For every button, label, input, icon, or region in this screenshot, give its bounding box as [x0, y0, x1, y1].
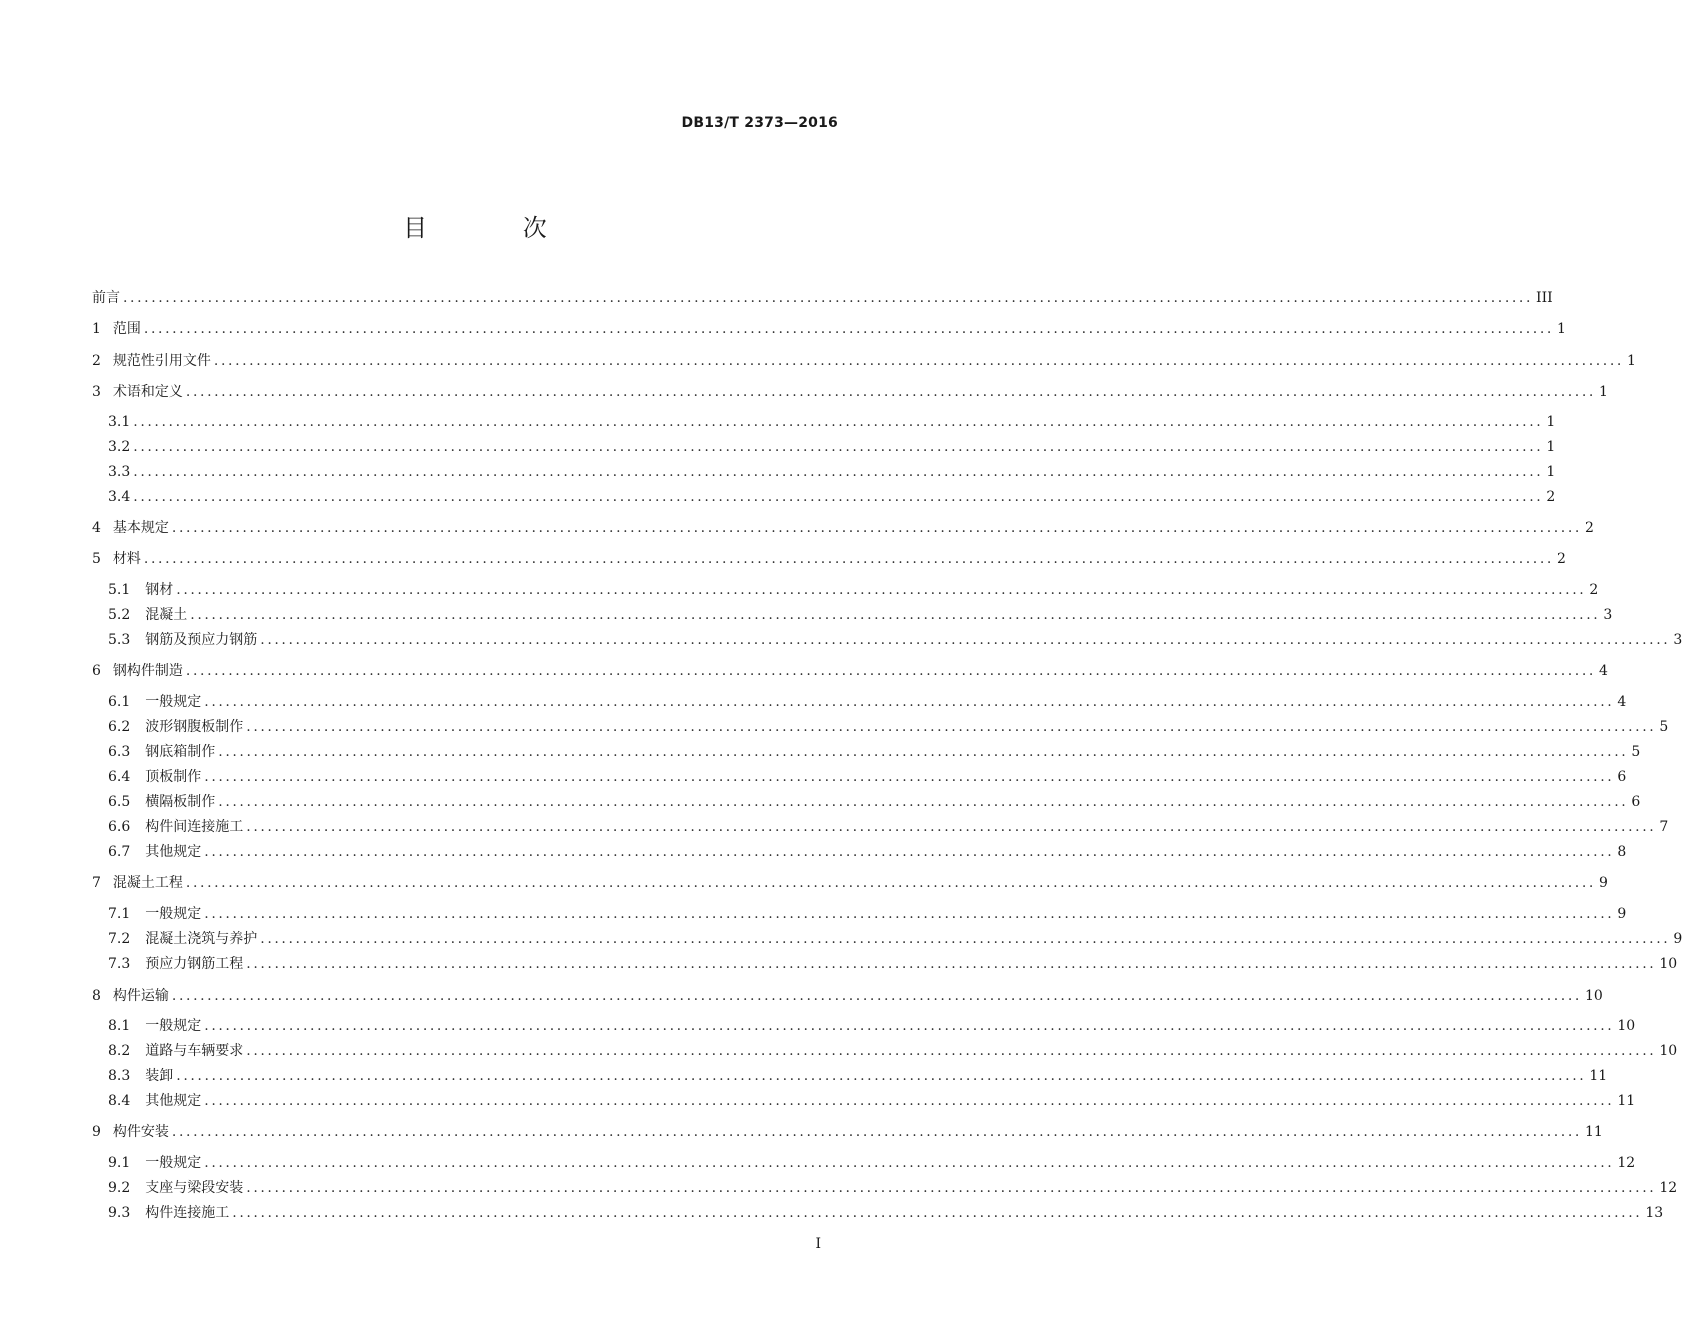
dot-leader: ........................................................................................................................................................................................................ — [246, 719, 1657, 735]
dot-leader: ........................................................................................................................................................................................................ — [123, 290, 1534, 306]
toc-entry-title: 构件连接施工 — [145, 1205, 230, 1221]
toc-entry-title: 构件间连接施工 — [145, 819, 244, 835]
dot-leader: ........................................................................................................................................................................................................ — [133, 464, 1544, 480]
dot-leader: ........................................................................................................................................................................................................ — [246, 1180, 1657, 1196]
toc-entry-title: 其他规定 — [145, 1093, 202, 1109]
toc-entry-page: 9 — [1673, 931, 1682, 947]
dot-leader: ........................................................................................................................................................................................................ — [133, 414, 1544, 430]
toc-entry-page: 10 — [1659, 956, 1678, 972]
toc-entry-title: 道路与车辆要求 — [145, 1043, 244, 1059]
toc-entry-title: 装卸 — [145, 1068, 174, 1084]
dot-leader: ........................................................................................................................................................................................................ — [171, 1124, 1582, 1140]
toc-entry-page: 11 — [1584, 1124, 1603, 1140]
toc-entry-page: 11 — [1589, 1068, 1608, 1084]
dot-leader: ........................................................................................................................................................................................................ — [218, 744, 1629, 760]
toc-entry-number: 7 — [92, 875, 101, 891]
toc-entry-number: 6.1 — [108, 694, 131, 710]
toc-entry-title: 钢构件制造 — [112, 663, 183, 679]
toc-entry-number: 4 — [92, 520, 101, 536]
toc-entry-title: 顶板制作 — [145, 769, 202, 785]
toc-entry-number: 3.1 — [108, 414, 131, 430]
dot-leader: ........................................................................................................................................................................................................ — [213, 353, 1624, 369]
toc-entry-title: 混凝土浇筑与养护 — [145, 931, 258, 947]
toc-entry-page: 1 — [1546, 439, 1556, 455]
toc-entry[interactable] — [108, 716, 1669, 738]
toc-entry-page: 5 — [1631, 744, 1641, 760]
toc-entry-page: III — [1536, 290, 1553, 306]
document-code: DB13/T 2373—2016 — [681, 115, 838, 131]
toc-entry-title: 一般规定 — [145, 1018, 202, 1034]
toc-entry-number: 6.3 — [108, 744, 131, 760]
toc-entry-page: 10 — [1617, 1018, 1636, 1034]
dot-leader: ........................................................................................................................................................................................................ — [246, 819, 1657, 835]
toc-entry-title: 波形钢腹板制作 — [145, 719, 244, 735]
toc-entry-number: 5 — [92, 551, 101, 567]
toc-entry-number: 8.1 — [108, 1018, 131, 1034]
toc-entry[interactable] — [92, 1121, 1603, 1143]
toc-entry-number: 6 — [92, 663, 101, 679]
toc-entry[interactable] — [92, 517, 1594, 539]
dot-leader: ........................................................................................................................................................................................................ — [171, 520, 1582, 536]
toc-entry-title: 一般规定 — [145, 694, 202, 710]
toc-entry[interactable] — [108, 436, 1556, 458]
toc-entry[interactable] — [108, 604, 1613, 626]
dot-leader: ........................................................................................................................................................................................................ — [260, 931, 1671, 947]
toc-entry-number: 5.3 — [108, 632, 131, 648]
toc-entry-title: 横隔板制作 — [145, 794, 216, 810]
toc-entry-number: 6.5 — [108, 794, 131, 810]
toc-entry-title: 钢底箱制作 — [145, 744, 216, 760]
toc-entry-number: 9.3 — [108, 1205, 131, 1221]
toc-entry[interactable] — [108, 841, 1627, 863]
toc-entry-number: 5.2 — [108, 607, 131, 623]
toc-entry-page: 1 — [1546, 464, 1556, 480]
toc-entry-number: 3 — [92, 384, 101, 400]
toc-entry[interactable] — [108, 1015, 1636, 1037]
toc-entry-title: 规范性引用文件 — [112, 353, 211, 369]
dot-leader: ........................................................................................................................................................................................................ — [171, 988, 1582, 1004]
toc-entry-title: 支座与梁段安装 — [145, 1180, 244, 1196]
toc-entry[interactable] — [108, 1177, 1678, 1199]
toc-entry[interactable] — [108, 461, 1556, 483]
toc-entry-number: 6.7 — [108, 844, 131, 860]
toc-entry[interactable] — [108, 1065, 1608, 1087]
toc-entry-number: 7.1 — [108, 906, 131, 922]
dot-leader: ........................................................................................................................................................................................................ — [204, 1155, 1615, 1171]
toc-entry-number: 3.2 — [108, 439, 131, 455]
toc-entry-page: 8 — [1617, 844, 1627, 860]
toc-entry-title: 一般规定 — [145, 1155, 202, 1171]
dot-leader: ........................................................................................................................................................................................................ — [185, 384, 1596, 400]
toc-entry[interactable] — [108, 816, 1669, 838]
dot-leader: ........................................................................................................................................................................................................ — [176, 1068, 1587, 1084]
dot-leader: ........................................................................................................................................................................................................ — [133, 439, 1544, 455]
toc-entry-title: 钢材 — [145, 582, 174, 598]
toc-entry[interactable] — [108, 1090, 1636, 1112]
dot-leader: ........................................................................................................................................................................................................ — [204, 1093, 1615, 1109]
toc-entry-number: 8.4 — [108, 1093, 131, 1109]
toc-entry-title: 构件运输 — [112, 988, 169, 1004]
toc-entry-number: 7.3 — [108, 956, 131, 972]
toc-entry[interactable] — [108, 741, 1641, 763]
dot-leader: ........................................................................................................................................................................................................ — [204, 694, 1615, 710]
page-title: 目 次 — [403, 214, 591, 242]
toc-entry[interactable] — [108, 1152, 1636, 1174]
toc-entry-title: 前言 — [92, 290, 120, 306]
toc-entry-page: 10 — [1659, 1043, 1678, 1059]
toc-entry[interactable] — [92, 287, 1553, 309]
toc-entry[interactable] — [108, 691, 1627, 713]
toc-entry-title: 混凝土工程 — [112, 875, 183, 891]
dot-leader: ........................................................................................................................................................................................................ — [176, 582, 1587, 598]
toc-entry-page: 9 — [1598, 875, 1608, 891]
toc-entry-page: 2 — [1556, 551, 1566, 567]
toc-entry-title: 一般规定 — [145, 906, 202, 922]
toc-entry[interactable] — [108, 411, 1556, 433]
dot-leader: ........................................................................................................................................................................................................ — [190, 607, 1601, 623]
dot-leader: ........................................................................................................................................................................................................ — [246, 956, 1657, 972]
toc-entry[interactable] — [108, 579, 1599, 601]
toc-entry-number: 3.3 — [108, 464, 131, 480]
toc-entry-number: 9.1 — [108, 1155, 131, 1171]
toc-entry[interactable] — [92, 872, 1608, 894]
toc-entry[interactable] — [92, 381, 1608, 403]
toc-entry[interactable] — [108, 953, 1678, 975]
toc-entry-number: 6.4 — [108, 769, 131, 785]
toc-entry-title: 混凝土 — [145, 607, 188, 623]
toc-entry[interactable] — [108, 486, 1556, 508]
toc-entry-page: 7 — [1659, 819, 1669, 835]
toc-entry-page: 13 — [1645, 1205, 1664, 1221]
dot-leader: ........................................................................................................................................................................................................ — [133, 489, 1544, 505]
toc-entry-number: 7.2 — [108, 931, 131, 947]
toc-entry-page: 5 — [1659, 719, 1669, 735]
dot-leader: ........................................................................................................................................................................................................ — [204, 769, 1615, 785]
dot-leader: ........................................................................................................................................................................................................ — [232, 1205, 1643, 1221]
dot-leader: ........................................................................................................................................................................................................ — [143, 321, 1554, 337]
toc-entry-number: 1 — [92, 321, 101, 337]
dot-leader: ........................................................................................................................................................................................................ — [204, 1018, 1615, 1034]
toc-entry[interactable] — [92, 548, 1566, 570]
toc-entry-number: 2 — [92, 353, 101, 369]
toc-entry-number: 8 — [92, 988, 101, 1004]
toc-entry-title: 其他规定 — [145, 844, 202, 860]
toc-entry[interactable] — [92, 985, 1603, 1007]
dot-leader: ........................................................................................................................................................................................................ — [246, 1043, 1657, 1059]
toc-entry[interactable] — [108, 1202, 1664, 1224]
toc-entry-page: 3 — [1603, 607, 1613, 623]
toc-entry-title: 基本规定 — [112, 520, 169, 536]
dot-leader: ........................................................................................................................................................................................................ — [143, 551, 1554, 567]
toc-entry-number: 9.2 — [108, 1180, 131, 1196]
page-number: I — [815, 1236, 821, 1252]
toc-entry-page: 1 — [1626, 353, 1636, 369]
toc-entry[interactable] — [108, 903, 1627, 925]
toc-entry-number: 6.2 — [108, 719, 131, 735]
toc-entry-title: 构件安装 — [112, 1124, 169, 1140]
toc-entry-page: 1 — [1546, 414, 1556, 430]
toc-entry-page: 2 — [1589, 582, 1599, 598]
toc-entry[interactable] — [92, 660, 1608, 682]
toc-entry-page: 9 — [1617, 906, 1627, 922]
toc-entry-number: 5.1 — [108, 582, 131, 598]
toc-entry-number: 8.2 — [108, 1043, 131, 1059]
toc-entry-page: 4 — [1598, 663, 1608, 679]
toc-entry[interactable] — [92, 318, 1566, 340]
toc-entry-page: 1 — [1556, 321, 1566, 337]
toc-entry[interactable] — [108, 791, 1641, 813]
toc-entry-title: 预应力钢筋工程 — [145, 956, 244, 972]
toc-entry-number: 8.3 — [108, 1068, 131, 1084]
dot-leader: ........................................................................................................................................................................................................ — [260, 632, 1671, 648]
toc-entry-page: 1 — [1598, 384, 1608, 400]
dot-leader: ........................................................................................................................................................................................................ — [204, 844, 1615, 860]
toc-entry-page: 3 — [1673, 632, 1682, 648]
toc-entry-title: 材料 — [112, 551, 141, 567]
toc-entry-page: 2 — [1546, 489, 1556, 505]
dot-leader: ........................................................................................................................................................................................................ — [218, 794, 1629, 810]
toc-entry-title: 钢筋及预应力钢筋 — [145, 632, 258, 648]
dot-leader: ........................................................................................................................................................................................................ — [204, 906, 1615, 922]
toc-entry-page: 6 — [1617, 769, 1627, 785]
toc-entry-number: 6.6 — [108, 819, 131, 835]
toc-entry-page: 10 — [1584, 988, 1603, 1004]
toc-entry-page: 4 — [1617, 694, 1627, 710]
toc-entry[interactable] — [108, 766, 1627, 788]
toc-entry-number: 3.4 — [108, 489, 131, 505]
toc-entry-title: 范围 — [112, 321, 141, 337]
toc-entry[interactable] — [92, 350, 1636, 372]
toc-entry-title: 术语和定义 — [112, 384, 183, 400]
toc-entry-page: 6 — [1631, 794, 1641, 810]
dot-leader: ........................................................................................................................................................................................................ — [185, 875, 1596, 891]
toc-entry[interactable] — [108, 928, 1682, 950]
toc-entry[interactable] — [108, 1040, 1678, 1062]
toc-entry-page: 2 — [1584, 520, 1594, 536]
dot-leader: ........................................................................................................................................................................................................ — [185, 663, 1596, 679]
toc-entry-number: 9 — [92, 1124, 101, 1140]
toc-entry-page: 11 — [1617, 1093, 1636, 1109]
toc-entry[interactable] — [108, 629, 1682, 651]
toc-entry-page: 12 — [1659, 1180, 1678, 1196]
toc-entry-page: 12 — [1617, 1155, 1636, 1171]
